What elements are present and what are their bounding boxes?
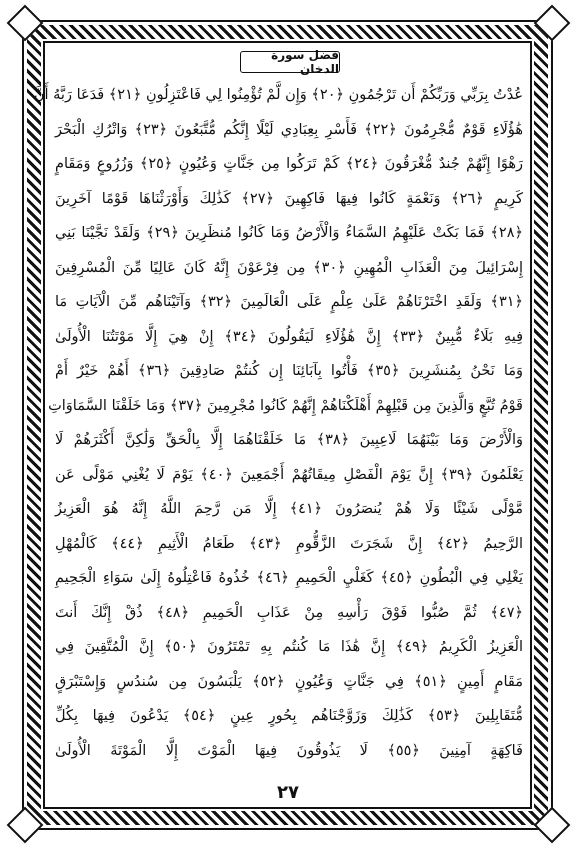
page-title: فضل سورة الدخان [240,51,340,73]
text-line: وَالْأَرْضَ وَمَا بَيْنَهُمَا لَاعِبِينَ ﴿٣٨﴾ مَا خَلَقْنَاهُمَا إِلَّا بِالْحَقِّ وَلَٰكِنَّ أَكْثَرَهُمْ لَا [55,432,523,448]
text-line: كَرِيمٍ ﴿٢٦﴾ وَنَعْمَةٍ كَانُوا فِيهَا فَاكِهِينَ ﴿٢٧﴾ كَذَٰلِكَ وَأَوْرَثْنَاهَا قَوْمًا آخَرِينَ [55,190,523,207]
text-line: ﴿٢٨﴾ فَمَا بَكَتْ عَلَيْهِمُ السَّمَاءُ وَالْأَرْضُ وَمَا كَانُوا مُنظَرِينَ ﴿٢٩﴾ وَلَقَدْ نَجَّيْنَا بَنِي [55,225,523,241]
text-line: مَّوْلًى شَيْئًا وَلَا هُمْ يُنصَرُونَ ﴿٤١﴾ إِلَّا مَن رَّحِمَ اللَّهُ إِنَّهُ هُوَ الْعَزِيزُ [55,501,523,517]
text-line: إِسْرَائِيلَ مِنَ الْعَذَابِ الْمُهِينِ ﴿٣٠﴾ مِن فِرْعَوْنَ إِنَّهُ كَانَ عَالِيًا مِّنَ الْمُسْرِفِينَ [55,259,524,276]
text-line: قَوْمُ تُبَّعٍ وَالَّذِينَ مِن قَبْلِهِمْ أَهْلَكْنَاهُمْ إِنَّهُمْ كَانُوا مُجْرِمِينَ ﴿٣٧﴾ وَمَا خَلَقْنَا السَّمَاوَاتِ [48,397,523,414]
text-line: فِيهِ بَلَاءٌ مُّبِينٌ ﴿٣٣﴾ إِنَّ هَٰؤُلَاءِ لَيَقُولُونَ ﴿٣٤﴾ إِنْ هِيَ إِلَّا مَوْتَتُنَا الْأُولَىٰ [55,328,524,345]
text-line: وَمَا نَحْنُ بِمُنشَرِينَ ﴿٣٥﴾ فَأْتُوا بِآبَائِنَا إِن كُنتُمْ صَادِقِينَ ﴿٣٦﴾ أَهُمْ خَيْرٌ أَمْ [55,363,524,379]
text-line: عُدْتُ بِرَبِّي وَرَبِّكُمْ أَن تَرْجُمُونِ ﴿٢٠﴾ وَإِن لَّمْ تُؤْمِنُوا لِي فَاعْتَزِلُونِ ﴿٢١﴾ فَدَعَا رَبَّهُ أَنَّ [33,87,523,103]
text-line: رَهْوًا إِنَّهُمْ جُندٌ مُّغْرَقُونَ ﴿٢٤﴾ كَمْ تَرَكُوا مِن جَنَّاتٍ وَعُيُونٍ ﴿٢٥﴾ وَزُرُوعٍ وَمَقَامٍ [55,156,523,172]
text-line: فَاكِهَةٍ آمِنِينَ ﴿٥٥﴾ لَا يَذُوقُونَ فِيهَا الْمَوْتَ إِلَّا الْمَوْتَةَ الْأُولَىٰ [55,742,523,759]
text-line: مَقَامٍ أَمِينٍ ﴿٥١﴾ فِي جَنَّاتٍ وَعُيُونٍ ﴿٥٢﴾ يَلْبَسُونَ مِن سُندُسٍ وَإِسْتَبْرَقٍ [55,673,524,690]
text-line: الْعَزِيزُ الْكَرِيمُ ﴿٤٩﴾ إِنَّ هَٰذَا مَا كُنتُم بِهِ تَمْتَرُونَ ﴿٥٠﴾ إِنَّ الْمُتَّقِينَ فِي [55,639,523,655]
text-line: مُّتَقَابِلِينَ ﴿٥٣﴾ كَذَٰلِكَ وَزَوَّجْنَاهُم بِحُورٍ عِينٍ ﴿٥٤﴾ يَدْعُونَ فِيهَا بِكُلِّ [55,708,524,724]
text-line: هَٰؤُلَاءِ قَوْمٌ مُّجْرِمُونَ ﴿٢٢﴾ فَأَسْرِ بِعِبَادِي لَيْلًا إِنَّكُم مُّتَّبَعُونَ ﴿٢٣﴾ وَاتْرُكِ الْبَحْرَ [55,121,524,138]
text-line: ﴿٤٧﴾ ثُمَّ صُبُّوا فَوْقَ رَأْسِهِ مِنْ عَذَابِ الْحَمِيمِ ﴿٤٨﴾ ذُقْ إِنَّكَ أَنتَ [55,604,523,621]
text-line: يَغْلِي فِي الْبُطُونِ ﴿٤٥﴾ كَغَلْيِ الْحَمِيمِ ﴿٤٦﴾ خُذُوهُ فَاعْتِلُوهُ إِلَىٰ سَوَاءِ الْجَحِيمِ [55,570,523,586]
verse-text [33,80,524,780]
text-line: الرَّحِيمُ ﴿٤٢﴾ إِنَّ شَجَرَتَ الزَّقُّومِ ﴿٤٣﴾ طَعَامُ الْأَثِيمِ ﴿٤٤﴾ كَالْمُهْلِ [55,535,523,552]
page-number: ٢٧ [277,782,299,803]
text-line: يَعْلَمُونَ ﴿٣٩﴾ إِنَّ يَوْمَ الْفَصْلِ مِيقَاتُهُمْ أَجْمَعِينَ ﴿٤٠﴾ يَوْمَ لَا يُغْنِي مَوْلًى عَن [55,466,523,483]
text-line: ﴿٣١﴾ وَلَقَدِ اخْتَرْنَاهُمْ عَلَىٰ عِلْمٍ عَلَى الْعَالَمِينَ ﴿٣٢﴾ وَآتَيْنَاهُم مِّنَ الْآيَاتِ مَا [55,294,524,310]
